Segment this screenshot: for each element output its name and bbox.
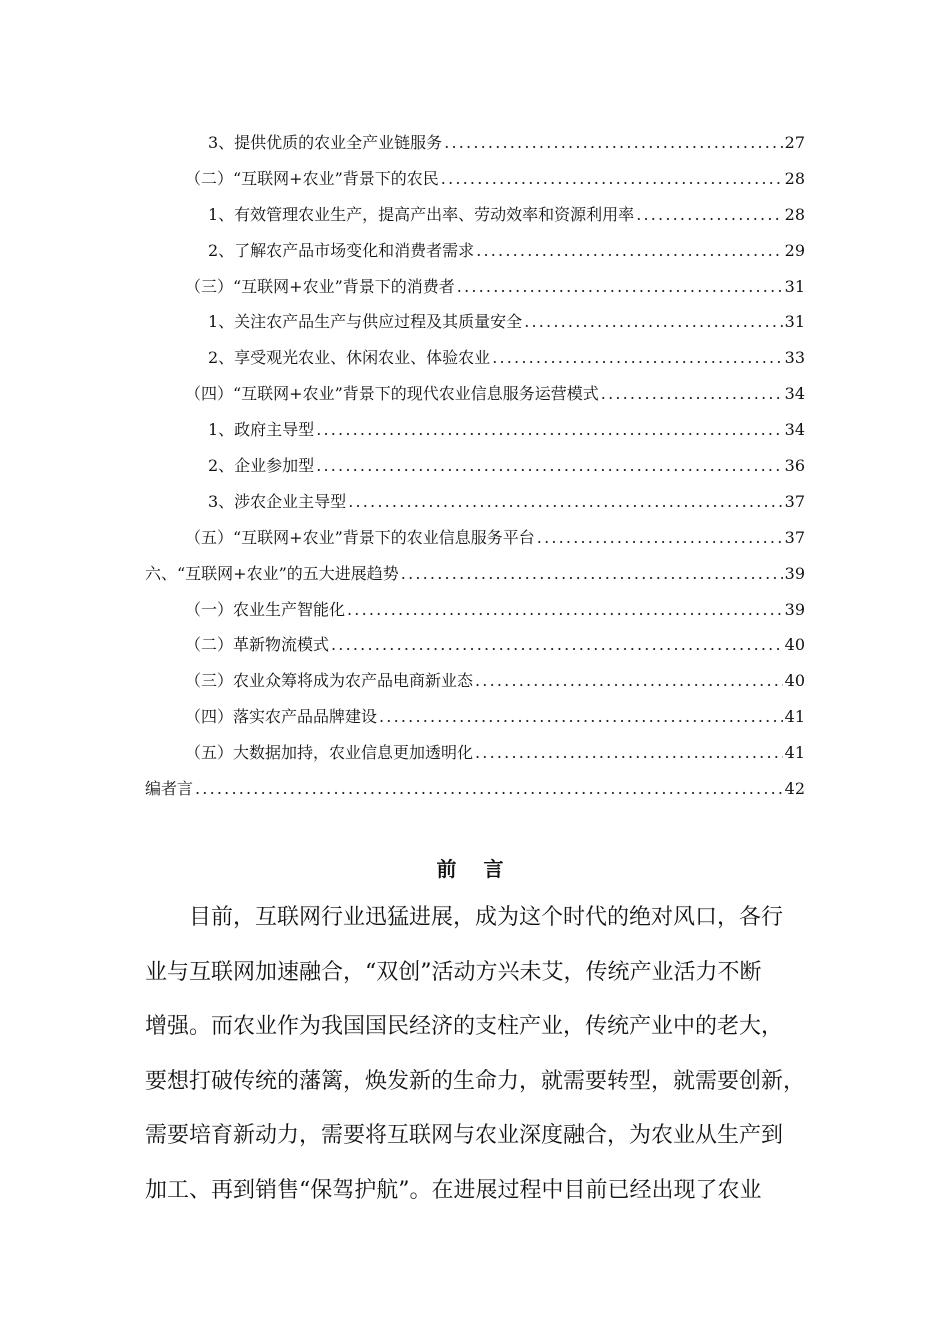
toc-dot-leader [476,233,782,269]
toc-entry-page: 28 [784,204,805,224]
toc-entry-page: 33 [784,348,805,368]
toc-entry[interactable] [145,269,805,305]
toc-entry-title: （三）农业众筹将成为农产品电商新业态 [185,671,474,691]
toc-entry[interactable] [145,699,805,735]
toc-dot-leader [601,376,783,412]
toc-entry-page: 41 [784,707,805,727]
toc-entry[interactable] [145,125,805,161]
toc-entry-title: 3、提供优质的农业全产业链服务 [208,133,443,152]
preface-line: 增强。而农业作为我国国民经济的支柱产业，传统产业中的老大， [145,1014,784,1040]
toc-entry-page: 27 [784,133,805,152]
toc-entry-page: 28 [784,168,805,188]
toc-dot-leader [347,592,783,628]
toc-entry[interactable] [145,448,805,484]
toc-dot-leader [195,771,783,807]
toc-entry[interactable] [145,735,805,771]
toc-dot-leader [348,484,782,520]
toc-dot-leader [475,735,783,771]
toc-entry-page: 39 [784,599,805,619]
toc-entry-title: 2、企业参加型 [208,456,315,476]
toc-dot-leader [331,627,783,663]
toc-entry[interactable] [145,771,805,807]
preface-paragraph [145,896,825,1224]
toc-entry-title: （四）“互联网+农业”背景下的现代农业信息服务运营模式 [185,384,599,404]
toc-entry[interactable] [145,304,805,340]
toc-entry[interactable] [145,197,805,233]
toc-entry[interactable] [145,663,805,699]
toc-dot-leader [457,269,783,305]
toc-entry-title: 2、享受观光农业、休闲农业、体验农业 [208,348,491,368]
toc-entry-title: 3、涉农企业主导型 [208,491,347,511]
toc-entry-title: 编者言 [145,779,194,799]
toc-entry[interactable] [145,484,805,520]
toc-entry-page: 31 [784,276,805,296]
toc-entry-title: （四）落实农产品品牌建设 [185,707,378,727]
toc-entry-page: 40 [784,635,805,655]
toc-dot-leader [379,699,783,735]
toc-entry-title: （五）大数据加持，农业信息更加透明化 [185,743,474,763]
toc-entry[interactable] [145,627,805,663]
toc-dot-leader [636,197,782,233]
toc-entry-title: 2、了解农产品市场变化和消费者需求 [208,240,475,260]
toc-entry-title: 六、“互联网+农业”的五大进展趋势 [145,563,399,583]
toc-entry-page: 36 [784,456,805,476]
toc-entry-page: 34 [784,420,805,440]
table-of-contents [145,125,805,807]
toc-entry-page: 37 [784,491,805,511]
toc-entry-page: 31 [784,312,805,332]
toc-dot-leader [401,556,783,592]
toc-dot-leader [492,340,782,376]
toc-dot-leader [475,663,783,699]
toc-dot-leader [441,161,783,197]
preface-line: 需要培育新动力，需要将互联网与农业深度融合，为农业从生产到 [145,1123,784,1149]
preface-line: 业与互联网加速融合，“双创”活动方兴未艾，传统产业活力不断 [145,959,762,985]
toc-entry[interactable] [145,556,805,592]
toc-dot-leader [444,125,782,161]
toc-entry-page: 40 [784,671,805,691]
toc-entry-title: （三）“互联网+农业”背景下的消费者 [185,276,455,296]
toc-entry[interactable] [145,592,805,628]
toc-entry-title: （一）农业生产智能化 [185,599,346,619]
toc-entry-page: 42 [784,779,805,799]
toc-entry[interactable] [145,412,805,448]
toc-entry-title: （二）革新物流模式 [185,635,330,655]
preface-line: 要想打破传统的藩篱，焕发新的生命力，就需要转型，就需要创新， [145,1068,806,1094]
toc-entry-page: 39 [784,563,805,583]
toc-entry-title: （五）“互联网+农业”背景下的农业信息服务平台 [185,527,535,547]
preface-line: 目前，互联网行业迅猛进展，成为这个时代的绝对风口，各行 [189,905,784,930]
toc-entry[interactable] [145,520,805,556]
toc-entry[interactable] [145,233,805,269]
toc-entry[interactable] [145,161,805,197]
toc-entry-page: 41 [784,743,805,763]
toc-entry-page: 34 [784,384,805,404]
toc-entry-title: 1、有效管理农业生产，提高产出率、劳动效率和资源利用率 [208,204,635,224]
toc-dot-leader [316,448,782,484]
toc-entry[interactable] [145,340,805,376]
toc-entry-title: 1、关注农产品生产与供应过程及其质量安全 [208,312,523,332]
toc-entry[interactable] [145,376,805,412]
toc-entry-page: 37 [784,527,805,547]
preface-line: 加工、再到销售“保驾护航”。在进展过程中目前已经出现了农业 [145,1177,762,1203]
toc-dot-leader [524,304,782,340]
toc-entry-page: 29 [784,240,805,260]
toc-dot-leader [537,520,783,556]
toc-dot-leader [316,412,782,448]
toc-entry-title: 1、政府主导型 [208,420,315,440]
preface-heading: 前 言 [436,857,514,881]
toc-entry-title: （二）“互联网+农业”背景下的农民 [185,168,439,188]
